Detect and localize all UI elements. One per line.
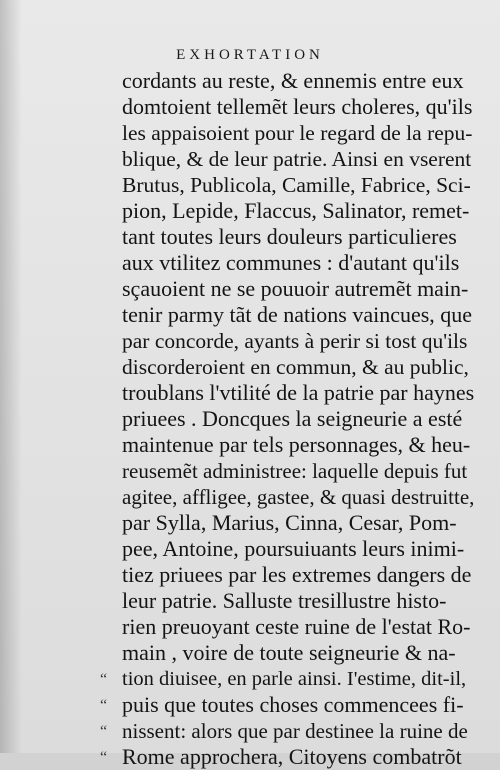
text-line: tenir parmy tãt de nations vaincues, que bbox=[122, 302, 473, 327]
text-line: reusemẽt administree: laquelle depuis fut bbox=[122, 459, 468, 483]
text-line: rien preuoyant ceste ruine de l'estat Ro- bbox=[122, 614, 471, 639]
text-line: maintenue par tels personnages, & heu- bbox=[122, 432, 471, 457]
text-line: pion, Lepide, Flaccus, Salinator, remet- bbox=[122, 198, 470, 223]
text-line: par concorde, ayants à perir si tost qu'ils bbox=[122, 329, 468, 353]
text-line: discorderoient en commun, & au public, bbox=[122, 355, 469, 379]
text-line: Brutus, Publicola, Camille, Fabrice, Sci- bbox=[122, 173, 471, 197]
text-line: sçauoient ne se pouuoir autremẽt main- bbox=[122, 276, 469, 301]
text-line: priuees . Doncques la seigneurie a esté bbox=[122, 406, 463, 431]
text-line: agitee, affligee, gastee, & quasi destruitte, bbox=[122, 485, 475, 509]
text-line: Rome approchera, Citoyens combatrõt bbox=[122, 744, 462, 769]
quotation-mark: “ bbox=[100, 671, 108, 688]
text-line: troublans l'vtilité de la patrie par haynes bbox=[122, 380, 475, 405]
text-line: cordants au reste, & ennemis entre eux bbox=[122, 68, 464, 93]
text-line: par Sylla, Marius, Cinna, Cesar, Pom- bbox=[122, 510, 457, 535]
quotation-mark: “ bbox=[100, 723, 108, 740]
text-line: main , voire de toute seigneurie & na- bbox=[122, 640, 456, 665]
quotation-mark: “ bbox=[100, 697, 108, 714]
text-line: tant toutes leurs douleurs particulieres bbox=[122, 224, 457, 249]
running-head: EXHORTATION bbox=[176, 47, 324, 63]
page-edge-shadow bbox=[0, 0, 22, 753]
text-line: tion diuisee, en parle ainsi. I'estime, dit-il, bbox=[122, 668, 467, 690]
quotation-mark: “ bbox=[100, 749, 108, 766]
text-line: domtoient tellemẽt leurs choleres, qu'ils bbox=[122, 94, 473, 119]
text-line: pee, Antoine, poursuiuants leurs inimi- bbox=[122, 536, 465, 561]
text-line: blique, & de leur patrie. Ainsi en vserent bbox=[122, 147, 472, 171]
text-line: aux vtilitez communes : d'autant qu'ils bbox=[122, 250, 460, 275]
text-line: les appaisoient pour le regard de la repu- bbox=[122, 121, 473, 145]
text-line: tiez priuees par les extremes dangers de bbox=[122, 562, 472, 587]
text-line: nissent: alors que par destinee la ruine de bbox=[122, 719, 468, 743]
text-line: leur patrie. Salluste tresillustre histo- bbox=[122, 588, 447, 613]
text-line: puis que toutes choses commencees fi- bbox=[122, 692, 464, 717]
